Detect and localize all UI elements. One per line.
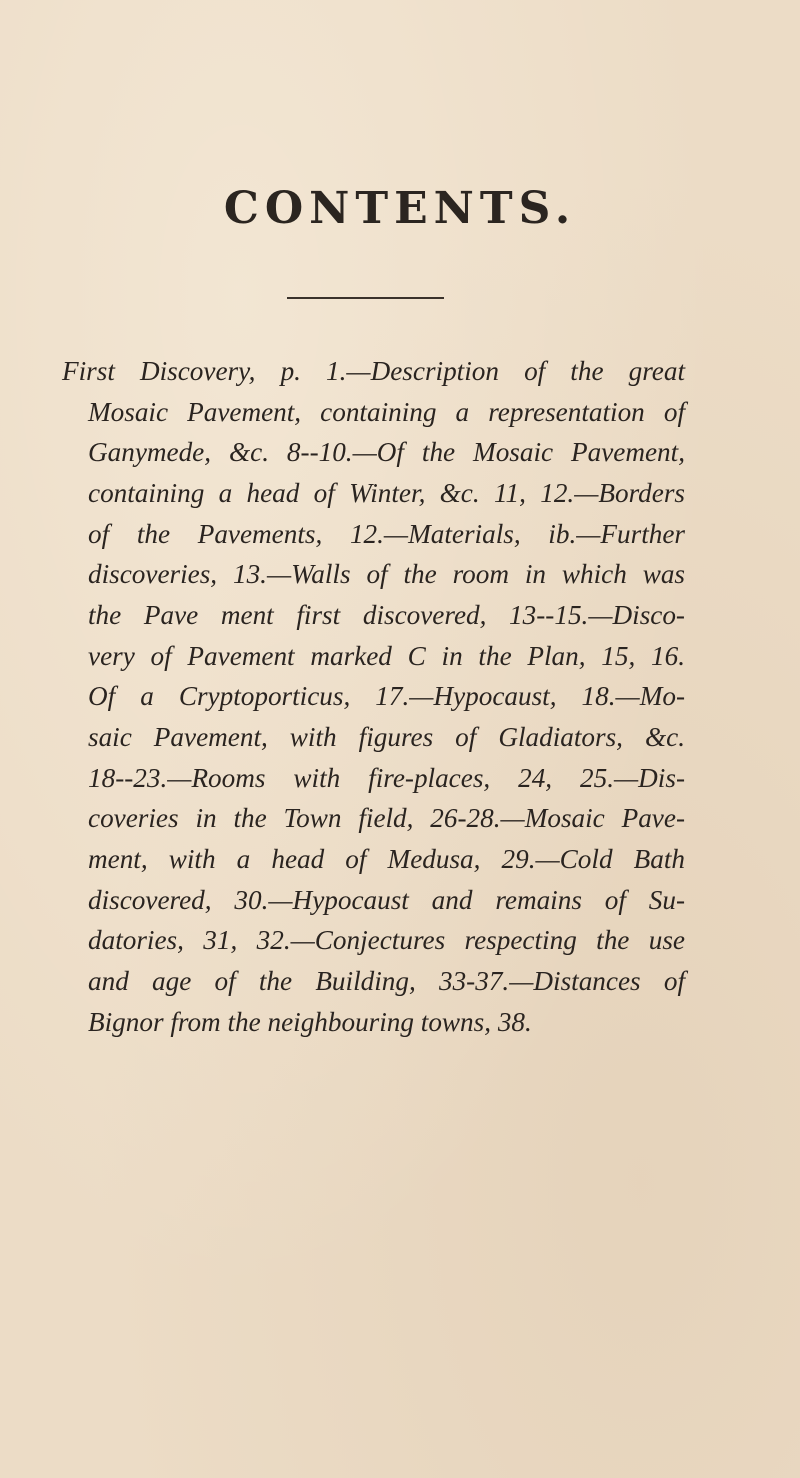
contents-line: containing a head of Winter, &c. 11, 12.—Borders xyxy=(88,477,685,508)
title-rule xyxy=(287,297,444,299)
contents-line: and age of the Building, 33-37.—Distances of xyxy=(88,965,685,996)
contents-line: the Pave ment first discovered, 13--15.—Disco- xyxy=(88,599,685,630)
contents-line: ment, with a head of Medusa, 29.—Cold Bath xyxy=(88,843,685,874)
contents-line: datories, 31, 32.—Conjectures respecting the use xyxy=(88,925,685,956)
contents-line: discovered, 30.—Hypocaust and remains of Su- xyxy=(88,884,685,915)
contents-line: Ganymede, &c. 8--10.—Of the Mosaic Pavement, xyxy=(88,437,685,468)
contents-line: 18--23.—Rooms with fire-places, 24, 25.—Dis- xyxy=(88,762,685,793)
contents-line: saic Pavement, with figures of Gladiators, &c. xyxy=(88,721,685,752)
contents-line: discoveries, 13.—Walls of the room in which was xyxy=(88,559,685,590)
contents-line: very of Pavement marked C in the Plan, 15, 16. xyxy=(88,640,685,671)
contents-line: First Discovery, p. 1.—Description of the great xyxy=(62,356,685,386)
page-title: CONTENTS. xyxy=(223,183,577,234)
contents-line: Of a Cryptoporticus, 17.—Hypocaust, 18.—Mo- xyxy=(88,681,685,712)
contents-line: Mosaic Pavement, containing a representation of xyxy=(88,396,685,427)
contents-line: of the Pavements, 12.—Materials, ib.—Further xyxy=(88,518,685,549)
contents-entry xyxy=(62,351,685,1042)
contents-line: coveries in the Town field, 26-28.—Mosaic Pave- xyxy=(88,803,685,834)
contents-line: Bignor from the neighbouring towns, 38. xyxy=(88,1006,532,1037)
